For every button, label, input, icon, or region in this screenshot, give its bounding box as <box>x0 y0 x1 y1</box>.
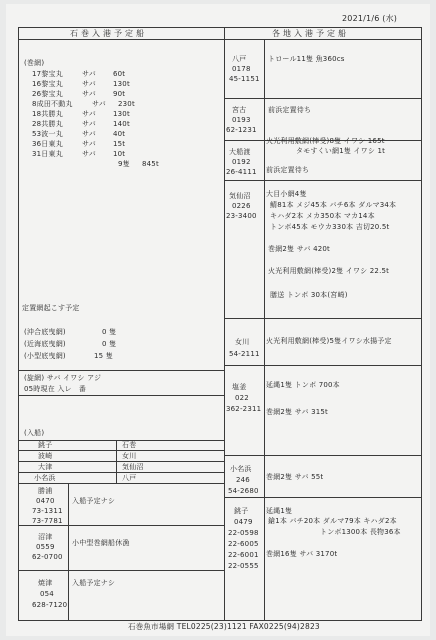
port-line: トロール11隻 魚360cs <box>268 55 345 63</box>
vessel-fish: サバ <box>82 70 96 78</box>
senbyo-note: 05時現在 入レ 番 <box>24 385 87 393</box>
vessel-qty: 15t <box>113 140 126 148</box>
entry-port: 大津 <box>38 463 53 471</box>
port-line: トンボ45本 モウカ330本 吉切20.5t <box>270 223 390 231</box>
frame-bottom <box>18 620 422 621</box>
vessel-qty: 130t <box>113 80 130 88</box>
port-note: 入船予定ナシ <box>72 579 116 587</box>
section-label: (巻網) <box>24 59 45 67</box>
trawl-label: (小型底曳網) <box>24 352 66 360</box>
entry-port: 八戸 <box>122 474 137 482</box>
entry-label: (入船) <box>24 429 45 437</box>
entry-port: 石巻 <box>122 441 137 449</box>
port-tel: 54-2680 <box>228 487 259 495</box>
port-line: 前浜定置待ち <box>268 106 312 114</box>
vessel-fish: サバ <box>82 110 96 118</box>
port-note: 入船予定ナシ <box>72 497 116 505</box>
port-tel: 628-7120 <box>32 601 68 609</box>
divider-senbyo-top <box>18 370 224 371</box>
port-tel: 0479 <box>234 518 253 526</box>
vessel-fish: サバ <box>82 120 96 128</box>
vessel-name: 17黎宝丸 <box>32 70 63 78</box>
vessel-qty: 230t <box>118 100 135 108</box>
frame-left <box>18 27 19 620</box>
right-line <box>224 497 422 498</box>
port-name: 女川 <box>235 338 250 346</box>
port-line: タモすくい網1隻 イワシ 1t <box>296 147 386 155</box>
vessel-qty: 140t <box>113 120 130 128</box>
port-name: 八戸 <box>232 55 247 63</box>
vessel-name: 16黎宝丸 <box>32 80 63 88</box>
entry-table-line <box>18 472 224 473</box>
port-name: 勝浦 <box>38 487 53 495</box>
port-tel: 0559 <box>36 543 55 551</box>
report-date: 2021/1/6 (水) <box>342 14 398 23</box>
vessel-fish: サバ <box>82 90 96 98</box>
port-tel: 022 <box>235 394 249 402</box>
entry-port: 小名浜 <box>34 474 56 482</box>
port-name: 小名浜 <box>230 465 252 473</box>
port-line: トンボ1300本 長物36本 <box>320 528 401 536</box>
port-line: 巻網16隻 サバ 3170t <box>266 550 338 558</box>
vessel-fish: サバ <box>82 130 96 138</box>
vessel-name: 53波一丸 <box>32 130 63 138</box>
port-line: 延縄1隻 <box>266 507 293 515</box>
trawl-value: 15 隻 <box>94 352 113 360</box>
right-line <box>224 318 422 319</box>
port-name: 気仙沼 <box>229 192 251 200</box>
frame-right <box>421 27 422 620</box>
vessel-qty: 90t <box>113 90 126 98</box>
total-count: 9隻 <box>118 160 130 168</box>
right-line <box>224 455 422 456</box>
header-underline <box>18 39 422 40</box>
frame-top <box>18 27 422 28</box>
port-tel: 054 <box>40 590 54 598</box>
vessel-name: 18共勝丸 <box>32 110 63 118</box>
left-port-line <box>18 570 224 571</box>
vessel-name: 36日東丸 <box>32 140 63 148</box>
port-tel: 362-2311 <box>226 405 262 413</box>
port-line: 火光利用敷網(棒受)5隻イワシ水揚予定 <box>266 337 392 345</box>
right-line <box>224 180 422 181</box>
port-name: 大船渡 <box>229 148 251 156</box>
port-tel: 54-2111 <box>229 350 260 358</box>
vessel-fish: サバ <box>82 150 96 158</box>
port-tel: 22-0598 <box>228 529 259 537</box>
port-tel: 62-1231 <box>226 126 257 134</box>
port-line: 巻網2隻 サバ 420t <box>268 245 330 253</box>
port-tel: 0226 <box>232 202 251 210</box>
port-name: 宮古 <box>232 106 247 114</box>
port-line: 鯖81本 メジ45本 バチ6本 ダルマ34本 <box>270 201 397 209</box>
port-tel: 22-6005 <box>228 540 259 548</box>
entry-port: 波崎 <box>38 452 53 460</box>
entry-table-line <box>18 450 224 451</box>
port-name: 銚子 <box>234 507 249 515</box>
port-tel: 62-0700 <box>32 553 63 561</box>
port-line: 火光利用敷網(棒受)8隻 イワシ 165t <box>266 137 385 145</box>
entry-table-line <box>18 461 224 462</box>
right-line <box>224 365 422 366</box>
port-line: 火光利用敷網(棒受)2隻 イワシ 22.5t <box>268 267 390 275</box>
left-port-divider <box>68 483 69 620</box>
port-line: 膳送 トンボ 30本(宮崎) <box>270 291 348 299</box>
left-header: 石巻入港予定船 <box>70 29 147 38</box>
port-tel: 22-0555 <box>228 562 259 570</box>
port-tel: 0193 <box>232 116 251 124</box>
vessel-qty: 60t <box>113 70 126 78</box>
port-tel: 26-4111 <box>226 168 257 176</box>
port-tel: 73-1311 <box>32 507 63 515</box>
port-line: 鎗1本 バチ20本 ダルマ79本 キハダ2本 <box>268 517 397 525</box>
vessel-name: 8成田不動丸 <box>32 100 73 108</box>
entry-port: 女川 <box>122 452 137 460</box>
port-tel: 22-6001 <box>228 551 259 559</box>
port-line: キハダ2本 メカ350本 マカ14本 <box>270 212 375 220</box>
port-tel: 0192 <box>232 158 251 166</box>
footer-contact: 石巻魚市場網 TEL0225(23)1121 FAX0225(94)2823 <box>128 622 320 631</box>
divider-senbyo-bottom <box>18 395 224 396</box>
right-port-divider <box>264 39 265 620</box>
vessel-name: 31日東丸 <box>32 150 63 158</box>
vessel-qty: 40t <box>113 130 126 138</box>
senbyo-label: (旋網) サバ イワシ アジ <box>24 374 102 382</box>
teichi-note: 定置網起こす予定 <box>22 304 80 312</box>
port-tel: 246 <box>236 476 250 484</box>
entry-table-divider <box>116 440 117 483</box>
vessel-fish: サバ <box>82 80 96 88</box>
port-tel: 45-1151 <box>229 75 260 83</box>
port-line: 大目小網4隻 <box>266 190 307 198</box>
trawl-value: 0 隻 <box>102 340 117 348</box>
vessel-qty: 130t <box>113 110 130 118</box>
port-tel: 73-7781 <box>32 517 63 525</box>
port-name: 焼津 <box>38 579 53 587</box>
port-note: 小中型巻網船休漁 <box>72 539 130 547</box>
vessel-qty: 10t <box>113 150 126 158</box>
vessel-fish: サバ <box>82 140 96 148</box>
total-qty: 845t <box>142 160 159 168</box>
trawl-value: 0 隻 <box>102 328 117 336</box>
center-divider <box>224 27 225 620</box>
entry-table-bottom <box>18 483 224 484</box>
port-line: 前浜定置待ち <box>266 166 310 174</box>
right-line <box>224 98 422 99</box>
port-tel: 0178 <box>232 65 251 73</box>
port-name: 塩釜 <box>232 383 247 391</box>
vessel-fish: サバ <box>92 100 106 108</box>
port-tel: 0470 <box>36 497 55 505</box>
right-header: 各地入港予定船 <box>272 29 349 38</box>
port-name: 沼津 <box>38 533 53 541</box>
entry-port: 銚子 <box>38 441 53 449</box>
port-line: 巻網2隻 サバ 315t <box>266 408 328 416</box>
port-line: 巻網2隻 サバ 55t <box>266 473 324 481</box>
vessel-name: 26黎宝丸 <box>32 90 63 98</box>
port-tel: 23-3400 <box>226 212 257 220</box>
entry-port: 気仙沼 <box>122 463 144 471</box>
port-line: 延縄1隻 トンボ 700本 <box>266 381 340 389</box>
trawl-label: (沖合底曳網) <box>24 328 66 336</box>
vessel-name: 28共勝丸 <box>32 120 63 128</box>
trawl-label: (近海底曳網) <box>24 340 66 348</box>
